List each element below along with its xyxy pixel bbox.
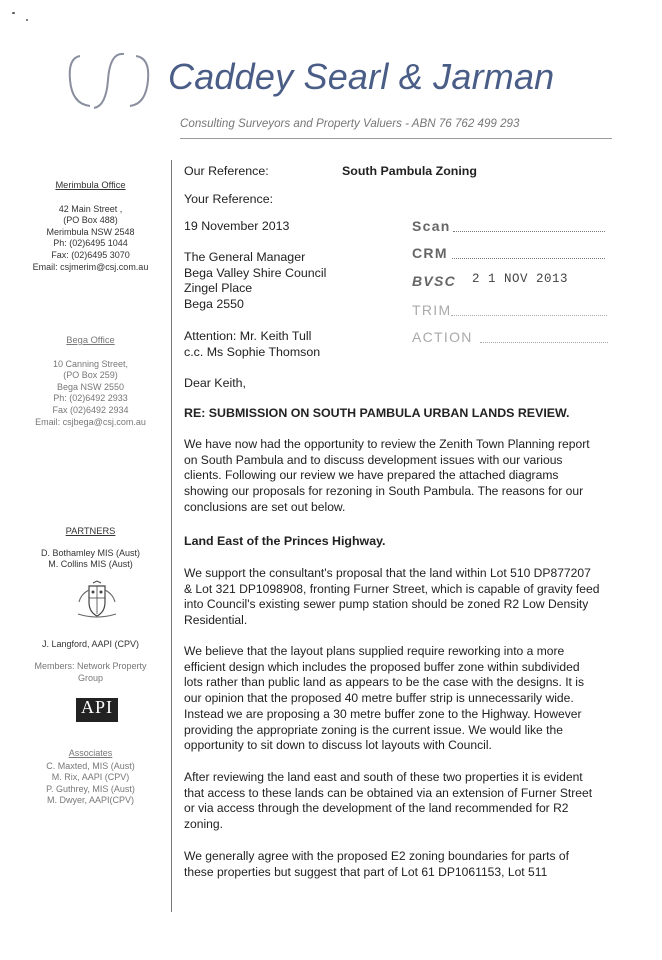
stamp-crm-line [452,258,605,259]
merimbula-email: Email: csjmerim@csj.com.au [32,261,149,272]
paragraph-line: showing our proposals for rezoning in South Pambula. The reasons for our [184,484,584,499]
partner-name: D. Bothamley MIS (Aust) [40,547,141,558]
members-line: Members: Network Property [34,661,147,671]
address-line: Zingel Place [184,281,253,296]
bega-office-block [18,335,163,428]
scan-speck [12,12,15,14]
stamp-bvsc: BVSC [412,273,457,289]
paragraph-line: lots rather than public land as appears to be the case with the designs. It is [184,675,585,690]
associates-heading: Associates [68,748,113,758]
paragraph-line: on South Pambula and to discuss development issues with our various [184,452,563,467]
paragraph-line: conclusions are set out below. [184,499,346,514]
your-reference-label: Your Reference: [184,192,274,206]
stamp-scan-line [453,231,605,232]
stamp-action: ACTION [412,329,473,345]
associate-name: C. Maxted, MIS (Aust) [46,760,135,771]
api-logo [76,698,118,722]
merimbula-line: (PO Box 488) [63,215,118,226]
paragraph-line: or via access through the development of the land recommended for R2 [184,801,569,816]
section-heading: Land East of the Princes Highway. [184,534,386,548]
stamp-trim-line [451,315,607,316]
sidebar-divider [171,160,172,912]
company-tagline: Consulting Surveyors and Property Valuers - ABN 76 762 499 293 [180,117,520,130]
our-reference-value: South Pambula Zoning [342,164,477,178]
api-logo-text: API [80,697,113,717]
institution-crest-icon [72,580,122,620]
paragraph-line: After reviewing the land east and south of these two properties it is evident [184,770,583,784]
paragraph-line: that access to these lands can be obtained via an extension of Furner Street [184,785,593,800]
merimbula-office-block [18,180,163,273]
members-block [18,661,163,684]
paragraph-line: We believe that the layout plans supplied require reworking into a more [184,644,565,658]
paragraph-e2-zoning [184,849,624,880]
bega-email: Email: csjbega@csj.com.au [35,416,146,427]
paragraph-access [184,770,624,833]
paragraph-line: providing the appropriate zoning is the current issue. We would like the [184,722,563,737]
paragraph-line: opportunity to sit down to discuss lot layouts with Council. [184,738,492,753]
associates-block [18,748,163,807]
paragraph-line: We generally agree with the proposed E2 zoning boundaries for parts of [184,849,569,863]
stamp-trim: TRIM [412,302,452,318]
subject-line: RE: SUBMISSION ON SOUTH PAMBULA URBAN LANDS REVIEW. [184,406,570,420]
address-block [184,250,326,312]
scan-speck [26,19,28,21]
merimbula-line: 42 Main Street , [58,203,123,214]
stamp-date: 2 1 NOV 2013 [472,272,569,286]
partners-block [18,526,163,571]
paragraph-intro [184,437,624,516]
bega-line: (PO Box 259) [63,370,118,381]
merimbula-line: Merimbula NSW 2548 [46,226,135,237]
associate-name: P. Guthrey, MIS (Aust) [46,783,135,794]
merimbula-line: Ph: (02)6495 1044 [53,238,128,249]
merimbula-office-heading: Merimbula Office [55,180,126,190]
paragraph-line: & Lot 321 DP1098908, fronting Furner Street, which is capable of gravity feed [184,581,600,596]
paragraph-line: We have now had the opportunity to review the Zenith Town Planning report [184,437,590,451]
stamp-crm: CRM [412,245,448,261]
paragraph-line: efficient design which includes the proposed buffer zone within subdivided [184,659,580,674]
paragraph-line: zoning. [184,817,223,832]
letter-date: 19 November 2013 [184,219,290,233]
bega-line: 10 Canning Street, [52,358,129,369]
salutation: Dear Keith, [184,376,246,390]
bega-line: Bega NSW 2550 [56,381,125,392]
cc-line: c.c. Ms Sophie Thomson [184,345,321,359]
paragraph-line: our opinion that the proposed 40 metre buffer strip is unnecessarily wide. [184,691,574,706]
associate-name: M. Dwyer, AAPI(CPV) [46,795,135,806]
address-line: The General Manager [184,250,306,264]
paragraph-support [184,566,624,629]
stamp-action-line [480,342,608,343]
associate-name: M. Rix, AAPI (CPV) [51,772,130,783]
stamp-scan: Scan [412,218,451,234]
bega-line: Ph: (02)6492 2933 [53,393,128,404]
paragraph-line: Instead we are proposing a 30 metre buffer zone to the Highway. However [184,706,582,721]
paragraph-line: We support the consultant's proposal that the land within Lot 510 DP877207 [184,566,591,580]
our-reference-label: Our Reference: [184,164,269,178]
address-line: Bega 2550 [184,296,244,311]
paragraph-line: Residential. [184,613,248,628]
header-rule [180,138,612,139]
attention-line: Attention: Mr. Keith Tull [184,329,312,343]
bega-line: Fax (02)6492 2934 [52,404,129,415]
langford-line: J. Langford, AAPI (CPV) [41,639,140,649]
company-name: Caddey Searl & Jarman [168,56,555,97]
paragraph-layout [184,644,624,754]
address-line: Bega Valley Shire Council [184,265,327,280]
merimbula-line: Fax: (02)6495 3070 [51,249,130,260]
partner-name: M. Collins MIS (Aust) [48,559,133,570]
company-logo-icon [66,50,156,112]
paragraph-line: these properties but suggest that part of Lot 61 DP1061153, Lot 511 [184,864,548,879]
paragraph-line: into Council's existing sewer pump station should be zoned R2 Low Density [184,597,589,612]
members-line: Group [77,672,103,683]
paragraph-line: clients. Following our review we have prepared the attached diagrams [184,468,559,483]
partners-heading: PARTNERS [65,526,116,536]
bega-office-heading: Bega Office [66,335,115,345]
